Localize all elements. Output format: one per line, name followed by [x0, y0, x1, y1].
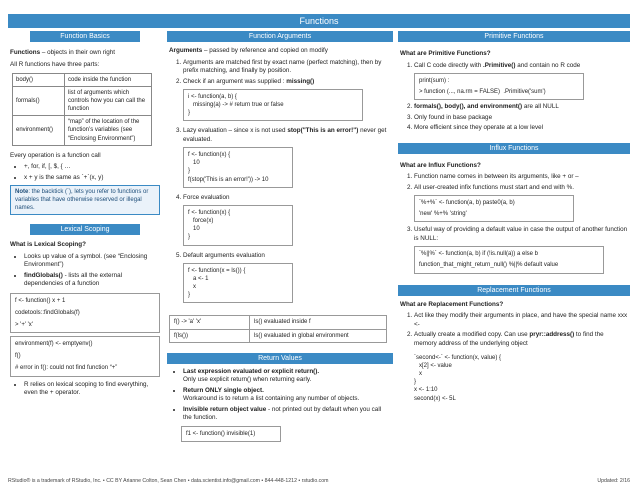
- function-arguments-section: [167, 42, 393, 345]
- list-item: • Looks up value of a symbol. (see “Enclosing Environment”): [24, 253, 160, 270]
- primitive-functions-section: [398, 42, 630, 137]
- table-row: body() code inside the function: [13, 74, 152, 87]
- arguments-list: [169, 59, 391, 304]
- table-row: f() -> 'a' 'x' ls() evaluated inside f: [170, 316, 387, 329]
- code-block-findglobals: f <- function() x + 1 codetools::findGlobals(f) > '+' 'x': [10, 293, 160, 333]
- code-block-replacement: `second<-` <- function(x, value) { x[2] <- value x } x <- 1:10 second(x) <- 5L: [412, 351, 562, 406]
- every-op-text: Every operation is a function call: [10, 151, 101, 159]
- lexical-scoping-header: Lexical Scoping: [30, 224, 140, 235]
- primitive-list: [400, 62, 628, 133]
- influx-list: [400, 173, 628, 273]
- lexical-bullets-2: [10, 381, 160, 398]
- list-item: • Return ONLY single object. Workaround is to return a list containing any number of objects.: [183, 387, 391, 404]
- code-block-emptyenv: environment(f) <- emptyenv() f() # error in f(): could not find function “+”: [10, 336, 160, 376]
- table-row: environment() “map” of the location of the function’s variables (see “Enclosing Environment”): [13, 116, 152, 145]
- lexical-scoping-section: [8, 235, 162, 401]
- function-basics-intro: Functions – objects in their own right: [10, 49, 115, 56]
- lexical-bullets: [10, 253, 160, 289]
- backtick-note: Note: the backtick (`), lets you refer to functions or variables that have otherwise reserved or illegal names.: [10, 185, 160, 215]
- footer-credits: RStudio® is a trademark of RStudio, Inc. • CC BY Arianne Colton, Sean Chen • data.scientist.info@gmail.com • 844-448-1212 • rstudio.com: [8, 478, 329, 484]
- list-item: 1. Call C code directly with .Primitive() and contain no R code print(sum) : > function (..., na.rm = FALSE) .Primitive('sum'): [414, 62, 628, 101]
- replacement-functions-section: [398, 296, 630, 411]
- list-item: 3. Only found in base package: [414, 114, 628, 123]
- list-item: 2. Check if an argument was supplied : missing() i <- function(a, b) { missing(a) -> # return true or false }: [183, 78, 391, 122]
- return-values-header: Return Values: [167, 353, 393, 364]
- page-title: Functions: [8, 14, 630, 28]
- code-block-primitive: print(sum) : > function (..., na.rm = FALSE) .Primitive('sum'): [414, 73, 584, 100]
- function-parts-table: [12, 73, 152, 146]
- list-item: 1. Act like they modify their arguments in place, and have the special name xxx <-: [414, 312, 628, 329]
- list-item: • x + y is the same as `+`(x, y): [24, 174, 160, 183]
- lexical-question: What is Lexical Scoping?: [10, 241, 86, 249]
- replacement-list: [400, 312, 628, 348]
- list-item: 4. Force evaluation f <- function(x) { force(x) 10 }: [183, 194, 391, 246]
- primitive-question: What are Primitive Functions?: [400, 50, 491, 57]
- arguments-intro: Arguments – passed by reference and copied on modify: [169, 47, 328, 54]
- list-item: 2. Actually create a modified copy. Can use pryr::address() to find the memory address of the underlying object: [414, 331, 628, 348]
- table-row: formals() list of arguments which controls how you can call the function: [13, 87, 152, 116]
- column-middle: [167, 31, 393, 447]
- footer: [8, 478, 630, 485]
- return-values-section: [167, 364, 393, 447]
- code-block-lazy: f <- function(x) { 10 } f(stop('This is an error!')) -> 10: [183, 147, 293, 187]
- list-item: 2. formals(), body(), and environment() are all NULL: [414, 103, 628, 112]
- list-item: 4. More efficient since they operate at a low level: [414, 124, 628, 133]
- code-block-infix: `%+%` <- function(a, b) paste0(a, b) 'new' %+% 'string': [414, 195, 574, 222]
- function-arguments-header: Function Arguments: [167, 31, 393, 42]
- list-item: • +, for, if, [, $, { …: [24, 163, 160, 172]
- replacement-functions-header: Replacement Functions: [398, 285, 630, 296]
- function-basics-header: Function Basics: [30, 31, 140, 42]
- influx-question: What are Influx Functions?: [400, 161, 481, 169]
- code-block-force: f <- function(x) { force(x) 10 }: [183, 205, 293, 245]
- footer-updated: Updated: 2/16: [597, 478, 630, 484]
- code-block-missing: i <- function(a, b) { missing(a) -> # return true or false }: [183, 89, 363, 121]
- influx-functions-header: Influx Functions: [398, 143, 630, 154]
- default-eval-table: [169, 315, 387, 342]
- list-item: 1. Function name comes in between its arguments, like + or –: [414, 173, 628, 182]
- list-item: 3. Useful way of providing a default value in case the output of another function is NULL: `%||%` <- function(a, b) if (!is.null(a)) a else b function_that_might_return_null() %||% default value: [414, 226, 628, 273]
- replacement-question: What are Replacement Functions?: [400, 300, 504, 308]
- function-parts-intro: All R functions have three parts:: [10, 60, 100, 68]
- operation-bullets: [10, 163, 160, 182]
- table-row: f(ls()) ls() evaluated in global environment: [170, 329, 387, 342]
- list-item: 2. All user-created infix functions must start and end with %. `%+%` <- function(a, b) paste0(a, b) 'new' %+% 'string': [414, 184, 628, 223]
- list-item: • Last expression evaluated or explicit return(). Only use explicit return() when returning early.: [183, 368, 391, 385]
- code-block-null-default: `%||%` <- function(a, b) if (!is.null(a)) a else b function_that_might_return_null() %||% default value: [414, 246, 604, 273]
- list-item: 3. Lazy evaluation – since x is not used stop("This is an error!") never get evaluated. f <- function(x) { 10 } f(stop('This is an error!')) -> 10: [183, 127, 391, 187]
- return-bullets: [169, 368, 391, 423]
- primitive-functions-header: Primitive Functions: [398, 31, 630, 42]
- column-right: [398, 31, 630, 411]
- list-item: 5. Default arguments evaluation f <- function(x = ls()) { a <- 1 x }: [183, 252, 391, 304]
- list-item: • findGlobals() - lists all the external dependencies of a function: [24, 272, 160, 289]
- list-item: 1. Arguments are matched first by exact name (perfect matching), then by prefix matching, and finally by position.: [183, 59, 391, 76]
- list-item: • Invisible return object value - not printed out by default when you call the function.: [183, 406, 391, 423]
- code-block-invisible: f1 <- function() invisible(1): [181, 426, 281, 442]
- code-block-default: f <- function(x = ls()) { a <- 1 x }: [183, 263, 293, 303]
- column-left: [8, 31, 162, 402]
- influx-functions-section: [398, 154, 630, 279]
- function-basics-section: [8, 42, 162, 215]
- list-item: • R relies on lexical scoping to find everything, even the + operator.: [24, 381, 160, 398]
